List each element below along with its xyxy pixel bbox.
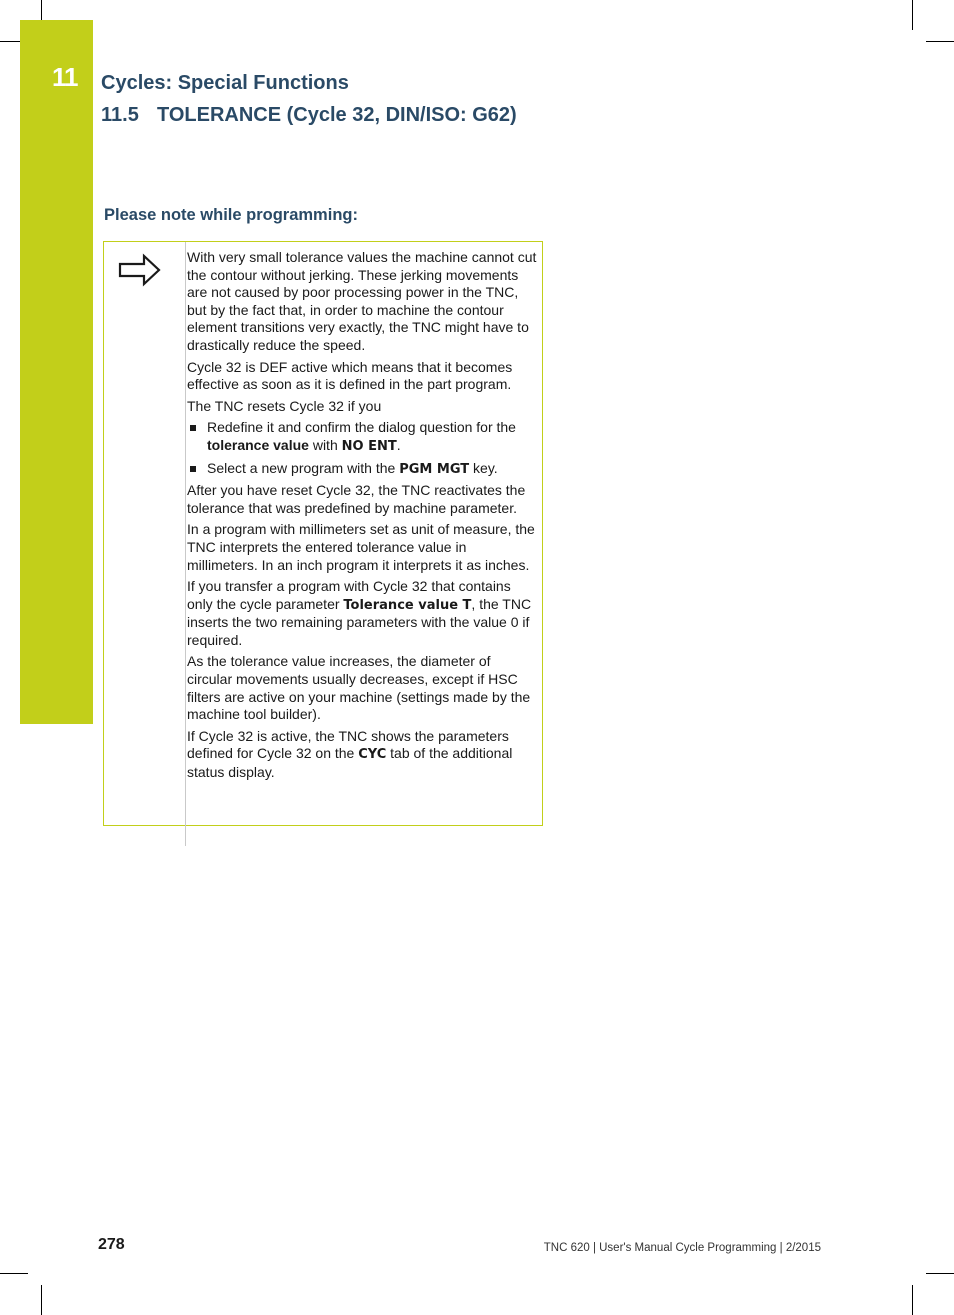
note-content [187,249,537,786]
crop-mark [41,1285,42,1315]
list-item: Redefine it and confirm the dialog question for the tolerance value with NO ENT. [187,419,537,455]
crop-mark [926,1273,954,1274]
crop-mark [0,41,20,42]
note-paragraph: As the tolerance value increases, the diameter of circular movements usually decreases, except if HSC filters are active on your machine (settings made by the machine tool builder). [187,653,531,723]
arrow-right-icon [118,253,162,287]
note-paragraph: The TNC resets Cycle 32 if you [187,397,382,414]
crop-mark [912,0,913,30]
section-title [101,104,517,127]
section-title-text: TOLERANCE (Cycle 32, DIN/ISO: G62) [157,104,517,126]
note-paragraph: After you have reset Cycle 32, the TNC reactivates the tolerance that was predefined by machine parameter. [187,482,526,516]
note-paragraph: If Cycle 32 is active, the TNC shows the parameters defined for Cycle 32 on the CYC tab of the additional status display. [187,727,513,781]
crop-mark [926,41,954,42]
note-paragraph: With very small tolerance values the machine cannot cut the contour without jerking. These jerking movements are not caused by poor processing power in the TNC, but by the fact that, in order to machine the contour element transitions very exactly, the TNC might have to drastically reduce the speed. [187,249,537,353]
list-item: Select a new program with the PGM MGT key. [187,460,537,479]
crop-mark [912,1285,913,1315]
footer-text: TNC 620 | User's Manual Cycle Programming | 2/2015 [543,1242,821,1254]
key-name: PGM MGT [399,461,470,477]
parameter-name: tolerance value [207,436,309,453]
tab-name: CYC [358,747,387,763]
note-paragraph: Cycle 32 is DEF active which means that it becomes effective as soon as it is defined in the part program. [187,358,513,393]
chapter-number: 11 [52,62,78,92]
key-name: NO ENT [341,438,397,454]
note-paragraph: If you transfer a program with Cycle 32 that contains only the cycle parameter Tolerance value T, the TNC inserts the two remaining parameters with the value 0 if required. [187,578,532,648]
note-paragraph: In a program with millimeters set as unit of measure, the TNC interprets the entered tolerance value in millimeters. In an inch program it interprets it as inches. [187,521,535,573]
bullet-square-icon [190,466,196,472]
section-number: 11.5 [101,104,139,126]
parameter-name: Tolerance value T [343,597,472,613]
note-heading: Please note while programming: [104,206,358,224]
bullet-square-icon [190,425,196,431]
page-number: 278 [98,1236,125,1253]
chapter-title: Cycles: Special Functions [101,72,349,94]
crop-mark [41,0,42,20]
note-divider [185,242,186,846]
chapter-sidebar [20,20,93,724]
crop-mark [0,1273,28,1274]
